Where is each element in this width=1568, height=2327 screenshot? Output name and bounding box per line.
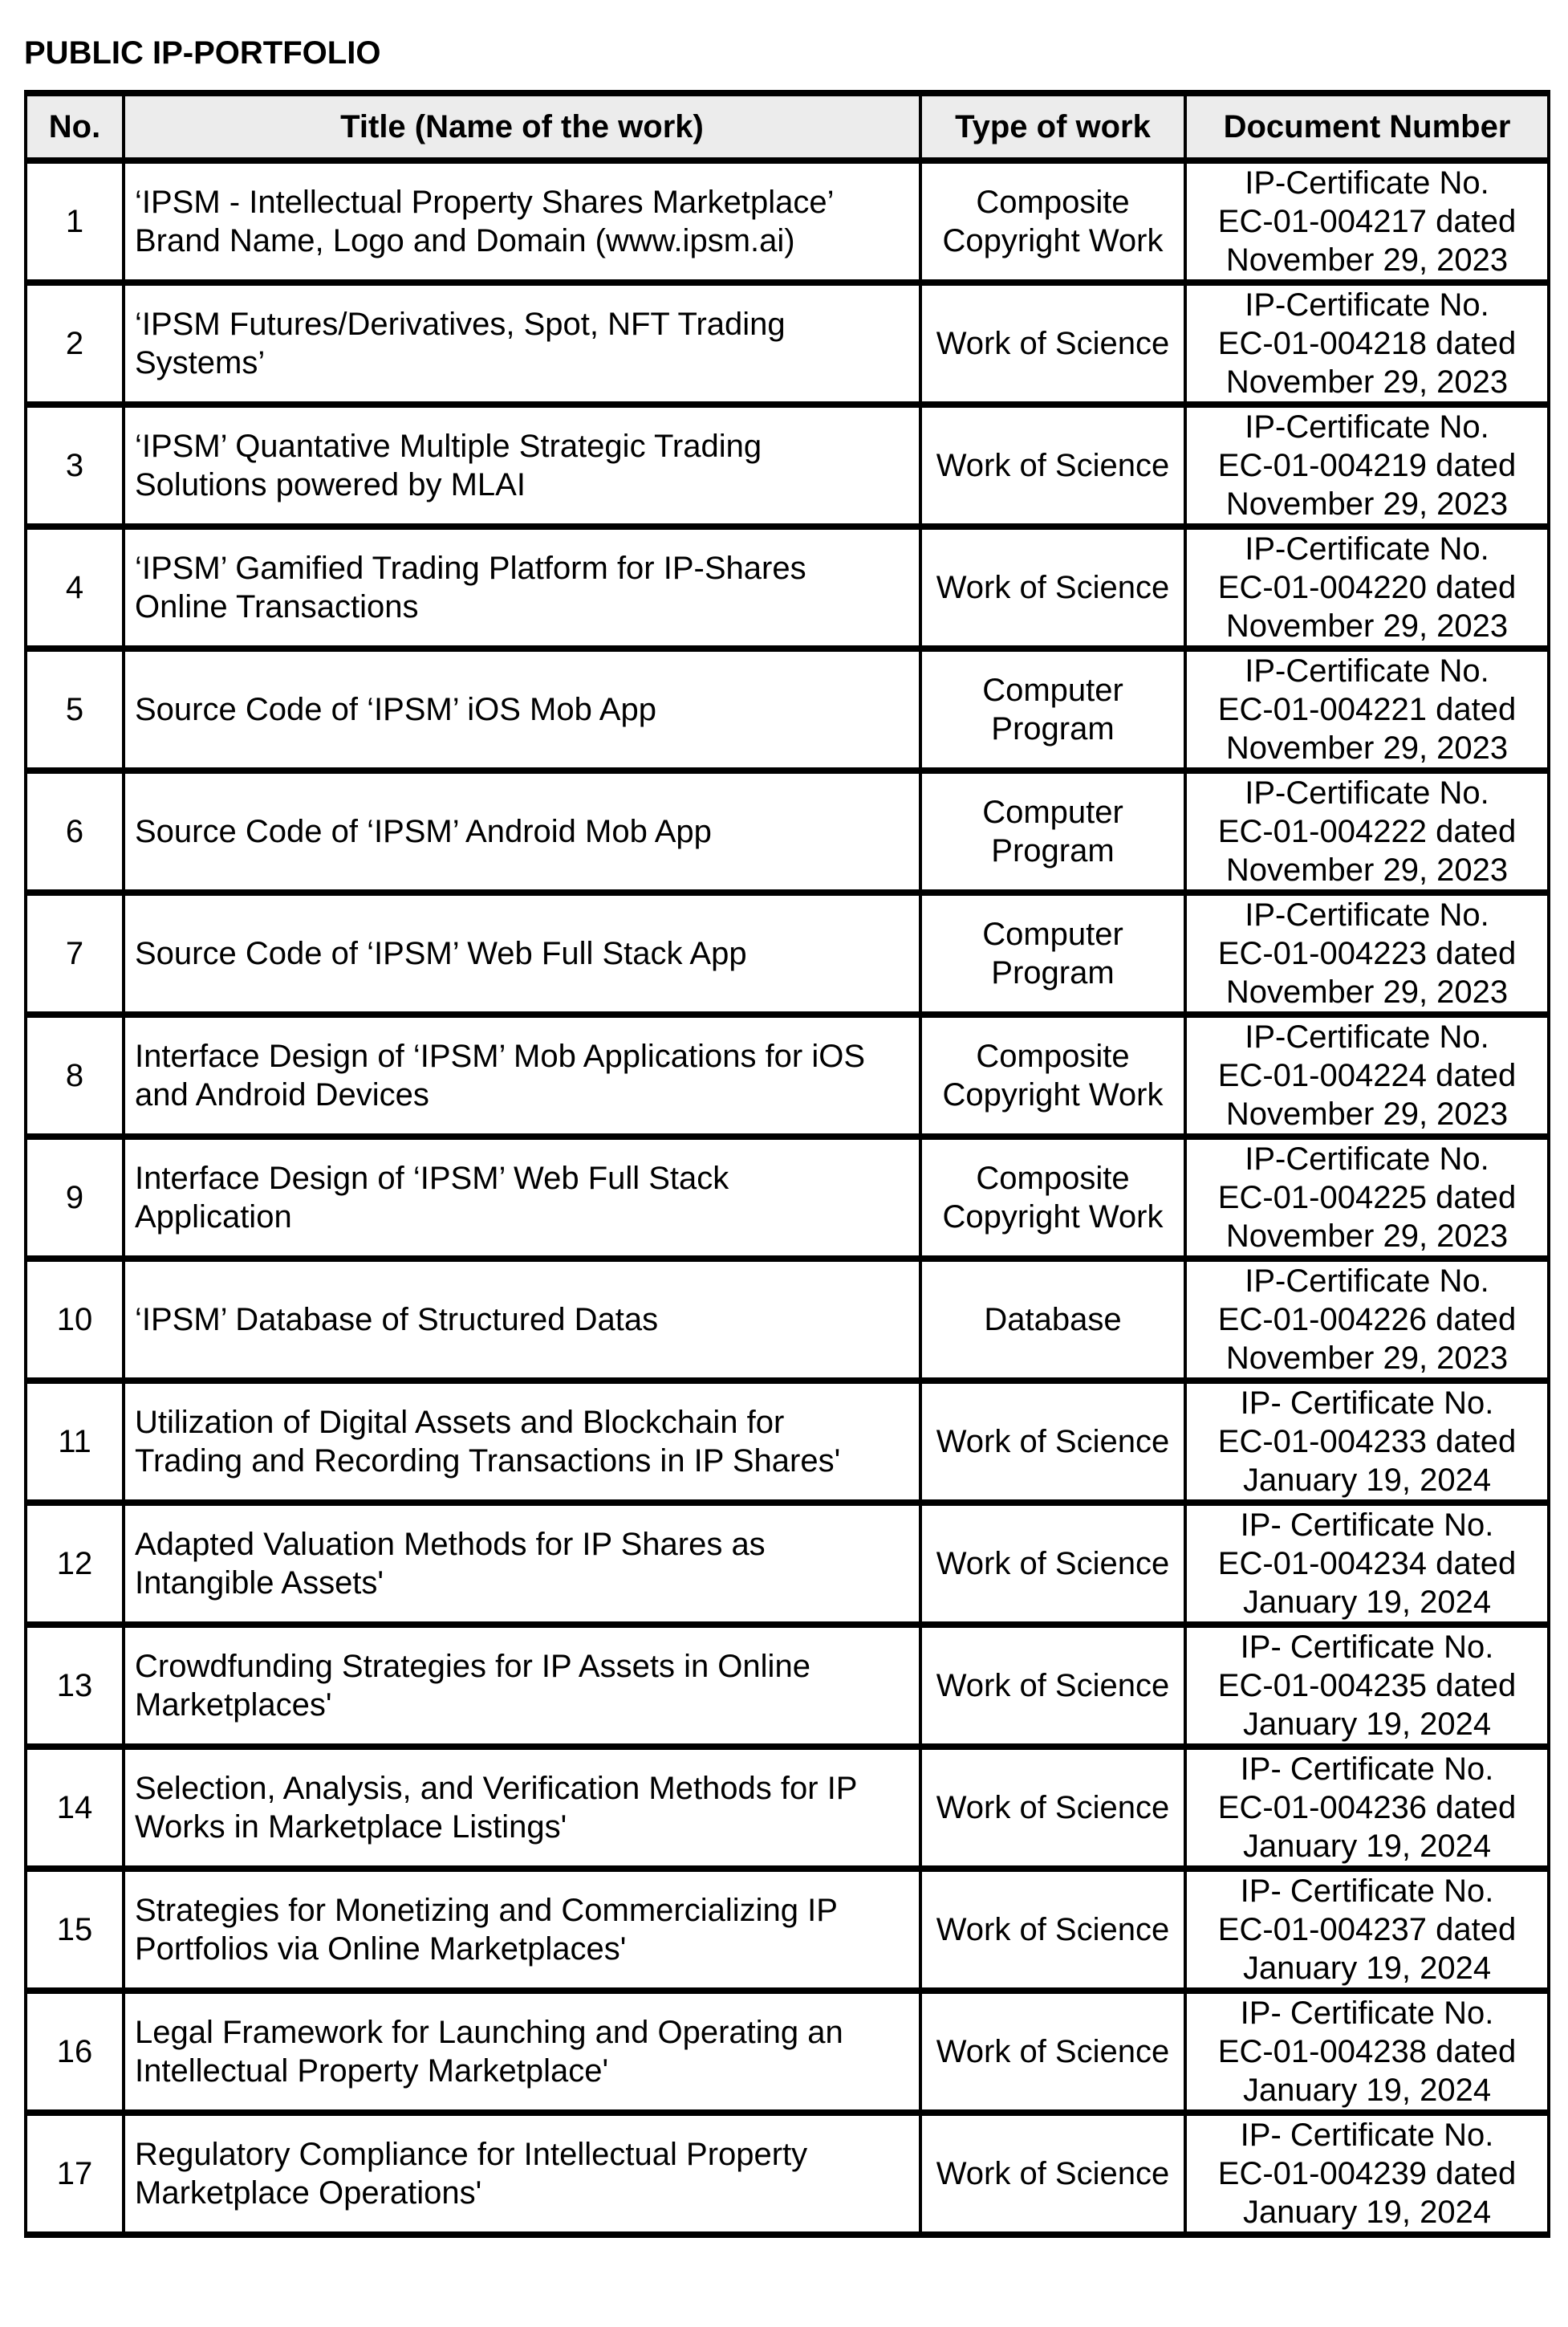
type-of-work-cell: Work of Science bbox=[920, 1747, 1185, 1869]
type-of-work-cell: Work of Science bbox=[920, 1869, 1185, 1991]
title-cell: Crowdfunding Strategies for IP Assets in Online Marketplaces' bbox=[124, 1625, 920, 1747]
document-number-line: EC-01-004224 dated bbox=[1217, 1058, 1517, 1093]
title-cell: ‘IPSM - Intellectual Property Shares Marketplace’ Brand Name, Logo and Domain (www.ipsm.ai) bbox=[124, 161, 920, 283]
row-number-cell: 5 bbox=[26, 649, 124, 771]
row-number-cell: 16 bbox=[26, 1991, 124, 2113]
table-row bbox=[26, 1747, 1549, 1869]
table-body bbox=[26, 161, 1549, 2235]
row-number-cell: 13 bbox=[26, 1625, 124, 1747]
title-cell: Interface Design of ‘IPSM’ Mob Applications for iOS and Android Devices bbox=[124, 1015, 920, 1137]
document-number-line: November 29, 2023 bbox=[1225, 486, 1509, 522]
table-row bbox=[26, 2113, 1549, 2235]
document-number-line: IP- Certificate No. bbox=[1240, 1629, 1494, 1665]
document-number-line: IP-Certificate No. bbox=[1245, 897, 1489, 933]
document-number-cell bbox=[1185, 1625, 1549, 1747]
document-number-line: January 19, 2024 bbox=[1242, 2073, 1492, 2108]
document-number-line: EC-01-004234 dated bbox=[1217, 1546, 1517, 1581]
table-row bbox=[26, 1503, 1549, 1625]
table-row bbox=[26, 1259, 1549, 1381]
document-number-line: EC-01-004219 dated bbox=[1217, 448, 1517, 483]
table-header bbox=[26, 93, 1549, 161]
document-number-line: IP-Certificate No. bbox=[1245, 409, 1489, 445]
table-row bbox=[26, 1625, 1549, 1747]
table-row bbox=[26, 1991, 1549, 2113]
document-number-line: January 19, 2024 bbox=[1242, 1463, 1492, 1498]
document-number-line: November 29, 2023 bbox=[1225, 1340, 1509, 1376]
document-number-line: EC-01-004223 dated bbox=[1217, 936, 1517, 971]
row-number-cell: 1 bbox=[26, 161, 124, 283]
document-number-line: EC-01-004221 dated bbox=[1217, 692, 1517, 727]
document-number-line: IP-Certificate No. bbox=[1245, 531, 1489, 567]
title-cell: ‘IPSM’ Gamified Trading Platform for IP-Shares Online Transactions bbox=[124, 527, 920, 649]
document-number-line: IP- Certificate No. bbox=[1240, 1873, 1494, 1909]
document-number-line: IP-Certificate No. bbox=[1245, 1019, 1489, 1055]
document-number-cell bbox=[1185, 771, 1549, 893]
page-title: PUBLIC IP-PORTFOLIO bbox=[24, 35, 381, 71]
document-number-cell bbox=[1185, 1503, 1549, 1625]
row-number-cell: 14 bbox=[26, 1747, 124, 1869]
document-number-cell bbox=[1185, 1991, 1549, 2113]
table-row bbox=[26, 893, 1549, 1015]
document-number-cell bbox=[1185, 649, 1549, 771]
document-number-line: EC-01-004217 dated bbox=[1217, 204, 1517, 239]
type-of-work-cell: Database bbox=[920, 1259, 1185, 1381]
table-row bbox=[26, 1137, 1549, 1259]
table-row bbox=[26, 1381, 1549, 1503]
header-title: Title (Name of the work) bbox=[124, 93, 920, 161]
title-cell: Selection, Analysis, and Verification Methods for IP Works in Marketplace Listings' bbox=[124, 1747, 920, 1869]
document-number-line: EC-01-004225 dated bbox=[1217, 1180, 1517, 1215]
row-number-cell: 3 bbox=[26, 405, 124, 527]
document-number-line: EC-01-004222 dated bbox=[1217, 814, 1517, 849]
title-cell: ‘IPSM’ Database of Structured Datas bbox=[124, 1259, 920, 1381]
document-number-line: January 19, 2024 bbox=[1242, 2195, 1492, 2230]
table-row bbox=[26, 527, 1549, 649]
document-number-line: January 19, 2024 bbox=[1242, 1951, 1492, 1986]
document-number-cell bbox=[1185, 1381, 1549, 1503]
title-cell: ‘IPSM Futures/Derivatives, Spot, NFT Trading Systems’ bbox=[124, 283, 920, 405]
title-cell: Strategies for Monetizing and Commercializing IP Portfolios via Online Marketplaces' bbox=[124, 1869, 920, 1991]
row-number-cell: 12 bbox=[26, 1503, 124, 1625]
document-number-line: EC-01-004239 dated bbox=[1217, 2156, 1517, 2191]
type-of-work-cell: Composite Copyright Work bbox=[920, 1137, 1185, 1259]
table-row bbox=[26, 771, 1549, 893]
document-number-line: November 29, 2023 bbox=[1225, 608, 1509, 644]
document-number-line: IP- Certificate No. bbox=[1240, 2117, 1494, 2153]
document-number-line: January 19, 2024 bbox=[1242, 1707, 1492, 1742]
type-of-work-cell: Work of Science bbox=[920, 2113, 1185, 2235]
title-cell: Regulatory Compliance for Intellectual Property Marketplace Operations' bbox=[124, 2113, 920, 2235]
row-number-cell: 17 bbox=[26, 2113, 124, 2235]
header-no: No. bbox=[26, 93, 124, 161]
document-number-line: IP-Certificate No. bbox=[1245, 653, 1489, 689]
document-number-line: EC-01-004218 dated bbox=[1217, 326, 1517, 361]
title-cell: ‘IPSM’ Quantative Multiple Strategic Trading Solutions powered by MLAI bbox=[124, 405, 920, 527]
type-of-work-cell: Work of Science bbox=[920, 1991, 1185, 2113]
header-type: Type of work bbox=[920, 93, 1185, 161]
document-number-cell bbox=[1185, 405, 1549, 527]
document-number-line: IP- Certificate No. bbox=[1240, 1995, 1494, 2031]
document-number-cell bbox=[1185, 527, 1549, 649]
type-of-work-cell: Composite Copyright Work bbox=[920, 1015, 1185, 1137]
document-number-line: EC-01-004233 dated bbox=[1217, 1424, 1517, 1459]
title-cell: Source Code of ‘IPSM’ Android Mob App bbox=[124, 771, 920, 893]
table-row bbox=[26, 161, 1549, 283]
table-row bbox=[26, 405, 1549, 527]
document-number-line: November 29, 2023 bbox=[1225, 852, 1509, 888]
document-number-line: November 29, 2023 bbox=[1225, 730, 1509, 766]
document-number-cell bbox=[1185, 161, 1549, 283]
document-number-line: January 19, 2024 bbox=[1242, 1829, 1492, 1864]
document-number-line: EC-01-004236 dated bbox=[1217, 1790, 1517, 1825]
document-number-line: IP-Certificate No. bbox=[1245, 165, 1489, 201]
title-cell: Adapted Valuation Methods for IP Shares as Intangible Assets' bbox=[124, 1503, 920, 1625]
document-number-line: IP- Certificate No. bbox=[1240, 1507, 1494, 1543]
document-number-line: EC-01-004220 dated bbox=[1217, 570, 1517, 605]
document-number-line: EC-01-004237 dated bbox=[1217, 1912, 1517, 1947]
type-of-work-cell: Computer Program bbox=[920, 649, 1185, 771]
document-page bbox=[0, 34, 1568, 2327]
row-number-cell: 7 bbox=[26, 893, 124, 1015]
row-number-cell: 15 bbox=[26, 1869, 124, 1991]
title-cell: Source Code of ‘IPSM’ Web Full Stack App bbox=[124, 893, 920, 1015]
type-of-work-cell: Work of Science bbox=[920, 1503, 1185, 1625]
row-number-cell: 9 bbox=[26, 1137, 124, 1259]
document-number-cell bbox=[1185, 1869, 1549, 1991]
document-number-line: November 29, 2023 bbox=[1225, 1218, 1509, 1254]
title-cell: Utilization of Digital Assets and Blockchain for Trading and Recording Transactions in IP Shares' bbox=[124, 1381, 920, 1503]
document-number-line: November 29, 2023 bbox=[1225, 364, 1509, 400]
document-number-line: November 29, 2023 bbox=[1225, 242, 1509, 278]
type-of-work-cell: Work of Science bbox=[920, 1381, 1185, 1503]
title-cell: Source Code of ‘IPSM’ iOS Mob App bbox=[124, 649, 920, 771]
document-number-line: November 29, 2023 bbox=[1225, 974, 1509, 1010]
document-number-cell bbox=[1185, 1259, 1549, 1381]
row-number-cell: 11 bbox=[26, 1381, 124, 1503]
document-number-cell bbox=[1185, 1137, 1549, 1259]
row-number-cell: 2 bbox=[26, 283, 124, 405]
document-number-line: EC-01-004226 dated bbox=[1217, 1302, 1517, 1337]
type-of-work-cell: Work of Science bbox=[920, 1625, 1185, 1747]
type-of-work-cell: Composite Copyright Work bbox=[920, 161, 1185, 283]
document-number-line: IP-Certificate No. bbox=[1245, 775, 1489, 811]
type-of-work-cell: Work of Science bbox=[920, 283, 1185, 405]
table-row bbox=[26, 283, 1549, 405]
document-number-line: IP- Certificate No. bbox=[1240, 1385, 1494, 1421]
header-row bbox=[26, 93, 1549, 161]
type-of-work-cell: Computer Program bbox=[920, 771, 1185, 893]
document-number-cell bbox=[1185, 893, 1549, 1015]
document-number-line: IP- Certificate No. bbox=[1240, 1751, 1494, 1787]
document-number-cell bbox=[1185, 283, 1549, 405]
document-number-line: November 29, 2023 bbox=[1225, 1096, 1509, 1132]
document-number-line: January 19, 2024 bbox=[1242, 1585, 1492, 1620]
row-number-cell: 8 bbox=[26, 1015, 124, 1137]
document-number-line: IP-Certificate No. bbox=[1245, 1141, 1489, 1177]
title-cell: Interface Design of ‘IPSM’ Web Full Stack Application bbox=[124, 1137, 920, 1259]
row-number-cell: 4 bbox=[26, 527, 124, 649]
table-row bbox=[26, 1015, 1549, 1137]
document-number-line: EC-01-004235 dated bbox=[1217, 1668, 1517, 1703]
row-number-cell: 10 bbox=[26, 1259, 124, 1381]
table-row bbox=[26, 1869, 1549, 1991]
type-of-work-cell: Work of Science bbox=[920, 527, 1185, 649]
document-number-cell bbox=[1185, 2113, 1549, 2235]
document-number-line: IP-Certificate No. bbox=[1245, 1263, 1489, 1299]
table-row bbox=[26, 649, 1549, 771]
title-cell: Legal Framework for Launching and Operating an Intellectual Property Marketplace' bbox=[124, 1991, 920, 2113]
header-doc: Document Number bbox=[1185, 93, 1549, 161]
type-of-work-cell: Work of Science bbox=[920, 405, 1185, 527]
type-of-work-cell: Computer Program bbox=[920, 893, 1185, 1015]
ip-portfolio-table bbox=[24, 90, 1550, 2238]
document-number-line: IP-Certificate No. bbox=[1245, 287, 1489, 323]
document-number-line: EC-01-004238 dated bbox=[1217, 2034, 1517, 2069]
document-number-cell bbox=[1185, 1015, 1549, 1137]
document-number-cell bbox=[1185, 1747, 1549, 1869]
row-number-cell: 6 bbox=[26, 771, 124, 893]
